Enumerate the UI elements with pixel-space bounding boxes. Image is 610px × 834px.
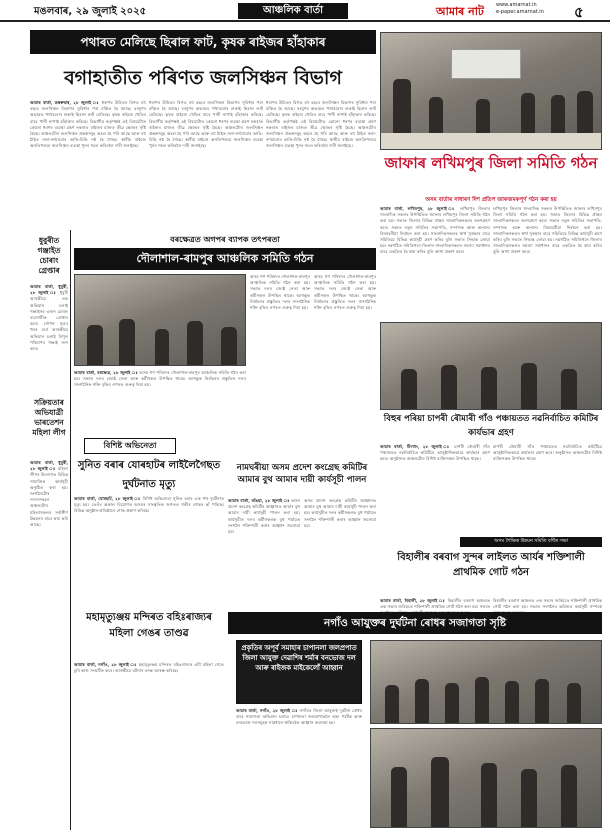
temple-body xyxy=(74,662,224,828)
meeting-photo xyxy=(380,32,602,150)
lead-text: ধৰাপৰ উমিতৰ বিগত বহু বছৰে জলসিঞ্চন বিভাগৰ সুবিধাৰ পৰা বঞ্চিত হৈ আছে। বৰষুণৰ অভাৱত পথাৰবোৰ শুকাই ছিৰাল ফাট মেলিছে। কৃষক ৰাইজে খেতিৰ বাবে পানী নাপাই হাঁহাকাৰ কৰিছে। বিভাগীয় কৰ্তৃপক্ষই এই বিষয়টোত কোনো ধৰণৰ ব্যৱস্থা গ্ৰহণ নকৰাত ৰাইজৰ মাজত তীব্ৰ ক্ষোভৰ সৃষ্টি হৈছে। অঞ্চলটোৰ জলসিঞ্চন প্ৰকল্পসমূহ অচল হৈ পৰি আছে আৰু বহু ঠাইত নলা-নৰ্দমাবোৰ ভাঙি-চিঙি নষ্ট হৈ গৈছে। স্থানীয় ৰাইজে অনতিপলমে জলসিঞ্চন ব্যৱস্থা পুনৰ সচল কৰিবলৈ দাবী জনাইছে। xyxy=(30,100,146,149)
nagaon-box xyxy=(236,640,362,704)
bihu-headline: বিহুৰ পৰিয়া চাপৰী ৰৌমাৰী গাঁও পঞ্চায়তত নৱনিৰ্বাচিত কমিটিৰ কাৰ্যভাৰ গ্ৰহণ xyxy=(383,414,599,438)
epaper-url: e-paper.amarnat.in xyxy=(496,9,544,15)
temple-text: মহামৃত্যুঞ্জয় মন্দিৰত বহিঃৰাজ্যৰ এটা মহিলা গেঙে চুৰি কাণ্ড সংঘটিত কৰে। আৰক্ষীয়ে ঘটনাৰ তদন্ত আৰম্ভ কৰিছে। xyxy=(74,662,224,674)
nagaon-byline: আমাৰ বাৰ্তা, নগাঁও, ২৮ জুলাই ঃ xyxy=(236,708,298,713)
sunit-body xyxy=(74,496,224,606)
congress-headline: নামঘৰীয়া অসম প্ৰদেশ কংগ্ৰেছ কমিটিৰ আমাৰ বুথ আমাৰ দায়ী কাৰ্যসূচী পালন xyxy=(236,463,368,485)
lead-kicker: পথাৰত মেলিছে ছিৰাল ফাট, কৃষক ৰাইজৰ হাঁহাকাৰ xyxy=(30,30,376,54)
congress-text-cont: অসম প্ৰদেশ কংগ্ৰেছ কমিটিৰ আহ্বানত আমাৰ বুথ আমাৰ দায়ী কাৰ্যসূচী পালন কৰা হয়। কাৰ্যসূচীত দলৰ কৰ্মীসকলক বুথ পৰ্যায়ত সংগঠন শক্তিশালী কৰাৰ আহ্বান জনোৱা হয়। xyxy=(304,498,376,528)
dolasal-text: অসম গণ পৰিষদৰ দৌলাশাল-ৰামপুৰ আঞ্চলিক সমিতি গঠন কৰা হয়। সভাত দলৰ জ্যেষ্ঠ নেতা আৰু কৰ্মীসকল উপস্থিত থাকে। আগন্তুক নিৰ্বাচনৰ প্ৰস্তুতিত দলৰ সাংগঠনিক শক্তি বৃদ্ধিৰ ওপৰত গুৰুত্ব দিয়া হয়। xyxy=(74,370,246,388)
dolasal-text-col1: অসম গণ পৰিষদৰ দৌলাশাল-ৰামপুৰ আঞ্চলিক সমিতি গঠন কৰা হয়। সভাত দলৰ জ্যেষ্ঠ নেতা আৰু কৰ্মীসকল উপস্থিত থাকে। আগন্তুক নিৰ্বাচনৰ প্ৰস্তুতিত দলৰ সাংগঠনিক শক্তি বৃদ্ধিৰ ওপৰত গুৰুত্ব দিয়া হয়। xyxy=(250,274,310,311)
jafar-text: লখিমপুৰ জিলাৰ সাংবাদিক সকলৰ উপস্থিতিত জাফাৰ লখিমপুৰ জিলা সমিতি গঠন কৰা হয়। সভাত জিলাৰ বিভিন্ন প্ৰান্তৰ সাংবাদিকসকলে অংশগ্ৰহণ কৰে। সভাত নতুন সমিতিৰ সভাপতি, সম্পাদক আৰু অন্যান্য বিষয়ববীয়া নিৰ্বাচন কৰা হয়। সাংবাদিকসকলৰ স্বাৰ্থ সুৰক্ষাৰ বাবে সমিতিয়ে বিভিন্ন কাৰ্যসূচী গ্ৰহণ কৰিব বুলি সভাত সিদ্ধান্ত লোৱা হয়। নৱগঠিত সমিতিখনে জিলাৰ সাংবাদিকসকলৰ সমস্যা সমাধানৰ বাবে একত্ৰিত হৈ কাম কৰিব বুলি আশা প্ৰকাশ কৰে। xyxy=(380,206,490,255)
bihali-headline: বিহালীৰ বৰবাগ সুন্দৰ লাইলত আৰ্যৰ শক্তিশালী প্ৰাথমিক গোট গঠন xyxy=(397,552,585,578)
nagaon-photo xyxy=(370,640,602,724)
nagaon-text: নগাঁওৰ জিলা আযুক্তই দুৰ্ঘটনা ৰোধৰ বাবে সজাগতা অভিযান চলায়। চাপানলা জলপ্ৰপাতলৈ অহা পৰ্যটক আৰু বনভোজ দলসমূহক সাৱধানে থাকিবলৈ আহ্বান জনোৱা হয়। xyxy=(236,708,362,726)
page-header xyxy=(0,0,610,22)
lead-body-col2 xyxy=(149,100,263,228)
dhubri-text: ধুবুৰী আৰক্ষীয়ে এক অভিযান চলাই গঞ্জাইসহ এজন চোৰাং ব্যৱসায়ীক গ্ৰেপ্তাৰ কৰে। গোপন সূত্ৰৰ খবৰ মৰ্মে আৰক্ষীয়ে অভিযান চলাই বিপুল পৰিমাণৰ গঞ্জাই জব্দ কৰে। xyxy=(30,290,68,352)
mahila-headline: সক্ৰিয়তাৰ অভিযাত্ৰী ভাৰতেশন মহিলা লীগ xyxy=(32,398,66,437)
website-info xyxy=(496,2,544,16)
nagaon-headline: নগাঁও আযুক্তৰ দুৰ্ঘটনা ৰোধৰ সজাগতা সৃষ্টি xyxy=(228,612,602,634)
dolasal-byline: আমাৰ বাৰ্তা, বৰক্ষেত্ৰ, ২৮ জুলাই ঃ xyxy=(74,370,138,375)
mahila-text: মহিলা লীগৰ উদ্যোগত বিভিন্ন সামাজিক কাৰ্যসূচী অনুষ্ঠিত কৰা হয়। সংগঠনটোৰ সদস্যসকলে অঞ্চলটোৰ মহিলাসকলৰ সৰ্বাঙ্গীণ উন্নয়নৰ বাবে কাম কৰি আছে। xyxy=(30,466,68,528)
sunit-kicker-box xyxy=(84,438,176,454)
table xyxy=(381,133,602,149)
bihali-byline: আমাৰ বাৰ্তা, বিহালী, ২৮ জুলাই ঃ xyxy=(380,598,446,603)
banner xyxy=(451,49,521,79)
sunit-headline: সুনিত বৰাৰ যোৰহাটৰ লাইলৈগৈছত দুৰ্ঘটনাত মৃত্যু xyxy=(77,460,221,490)
bihu-body-col2 xyxy=(493,444,602,534)
bihali-tag: অসম শৈক্ষিক উন্নয়ন সমিতি বৰ্ধিত সভা xyxy=(460,537,602,547)
dhubri-byline: আমাৰ বাৰ্তা, ধুবুৰী, ২৮ জুলাই ঃ xyxy=(30,284,68,296)
dolasal-body-col1 xyxy=(250,274,310,434)
jafar-body-col1 xyxy=(380,206,490,318)
bihali-text: বিহালীৰ বৰবাগ অঞ্চলত এক সভাৰ জৰিয়তে শক্তিশালী প্ৰাথমিক গোট গঠন কৰা হয়। সভাত xyxy=(380,598,490,610)
bihali-text-cont: বিহালীৰ বৰবাগ অঞ্চলত এক সভাৰ জৰিয়তে শক্তিশালী প্ৰাথমিক গোট গঠন কৰা হয়। সভাত সংগঠনৰ ভৱিষ্যত কাৰ্যসূচী সম্পৰ্কে xyxy=(493,598,602,610)
congress-body-col2 xyxy=(304,498,376,606)
mahila-body xyxy=(30,460,68,826)
page-number: ৫ xyxy=(574,3,584,21)
sunit-text: বিশিষ্ট অভিনেতা সুনিত বৰাৰ এক পথ দুৰ্ঘটনাত মৃত্যু হয়। তেওঁৰ অকাল বিয়োগত অসমৰ সাংস্কৃতিক জগতত গভীৰ শোকৰ ছাঁ পৰিছে। বিভিন্ন অনুষ্ঠান-প্ৰতিষ্ঠানে শোক প্ৰকাশ কৰিছে। xyxy=(74,496,224,514)
sunit-kicker: বিশিষ্ট অভিনেতা xyxy=(103,441,157,450)
sunit-byline: আমাৰ বাৰ্তা, যোৰহাট, ২৮ জুলাই ঃ xyxy=(74,496,141,501)
bihu-text-cont: চাপৰী ৰৌমাৰী গাঁও পঞ্চায়তত নৱনিৰ্বাচিত কমিটিয়ে আনুষ্ঠানিকভাৱে কাৰ্যভাৰ গ্ৰহণ কৰে। অনুষ্ঠানত অঞ্চলটোৰ বিশিষ্ট ব্যক্তিসকল উপস্থিত থাকে। xyxy=(493,444,602,462)
congress-text: অসম প্ৰদেশ কংগ্ৰেছ কমিটিৰ আহ্বানত আমাৰ বুথ আমাৰ দায়ী কাৰ্যসূচী পালন কৰা হয়। কাৰ্যসূচীত দলৰ কৰ্মীসকলক বুথ পৰ্যায়ত সংগঠন শক্তিশালী কৰাৰ আহ্বান জনোৱা হয়। xyxy=(228,498,300,535)
lead-body-col3 xyxy=(266,100,376,228)
dolasal-headline: দৌলাশাল-ৰামপুৰ আঞ্চলিক সমিতি গঠন xyxy=(74,248,376,270)
website-url: www.amarnat.in xyxy=(496,2,537,8)
dolasal-body-col2 xyxy=(314,274,376,434)
congress-byline: আমাৰ বাৰ্তা, ৰঙিয়া, ২৮ জুলাই ঃ xyxy=(228,498,290,503)
nagaon-box-text: প্ৰকৃতিৰ অপূৰ্ব সমাহাৰ চাপানলা জলপ্ৰপাত জিলা আযুক্ত দেৱাশিষ শৰ্মাৰ বনভোজ দল আৰু ৰাইজক মাইকেলোঁ আহ্বান xyxy=(241,644,357,672)
jafar-body-col2 xyxy=(493,206,602,318)
jafar-byline: আমাৰ বাৰ্তা, লখিমপুৰ, ২৮ জুলাই ঃ xyxy=(380,206,457,211)
lead-text-cont2: ধৰাপৰ উমিতৰ বিগত বহু বছৰে জলসিঞ্চন বিভাগৰ সুবিধাৰ পৰা বঞ্চিত হৈ আছে। বৰষুণৰ অভাৱত পথাৰবোৰ শুকাই ছিৰাল ফাট মেলিছে। কৃষক ৰাইজে খেতিৰ বাবে পানী নাপাই হাঁহাকাৰ কৰিছে। বিভাগীয় কৰ্তৃপক্ষই এই বিষয়টোত কোনো ধৰণৰ ব্যৱস্থা গ্ৰহণ নকৰাত ৰাইজৰ মাজত তীব্ৰ ক্ষোভৰ সৃষ্টি হৈছে। অঞ্চলটোৰ জলসিঞ্চন প্ৰকল্পসমূহ অচল হৈ পৰি আছে আৰু বহু ঠাইত নলা-নৰ্দমাবোৰ ভাঙি-চিঙি নষ্ট হৈ গৈছে। স্থানীয় ৰাইজে অনতিপলমে জলসিঞ্চন ব্যৱস্থা পুনৰ সচল কৰিবলৈ দাবী জনাইছে। xyxy=(266,100,376,149)
nagaon-photo-2 xyxy=(370,728,602,828)
dhubri-headline: ধুবুৰীত গঞ্জাইত চোৰাং গ্ৰেপ্তাৰ xyxy=(37,236,61,275)
dhubri-body xyxy=(30,284,68,394)
lead-body-col1 xyxy=(30,100,146,228)
panchayat-photo xyxy=(380,322,602,410)
dolasal-photo xyxy=(74,274,246,366)
lead-headline: বগাহাতীত পৰিণত জলসিঞ্চন বিভাগ xyxy=(64,67,342,89)
temple-byline: আমাৰ বাৰ্তা, নগাঁও, ২৮ জুলাই ঃ xyxy=(74,662,137,667)
nagaon-body xyxy=(236,708,362,828)
congress-body-col1 xyxy=(228,498,300,606)
column-rule xyxy=(70,230,71,830)
masthead-logo: আমাৰ নাট xyxy=(436,5,484,18)
jafar-text-cont: লখিমপুৰ জিলাৰ সাংবাদিক সকলৰ উপস্থিতিত জাফাৰ লখিমপুৰ জিলা সমিতি গঠন কৰা হয়। সভাত জিলাৰ বিভিন্ন প্ৰান্তৰ সাংবাদিকসকলে অংশগ্ৰহণ কৰে। সভাত নতুন সমিতিৰ সভাপতি, সম্পাদক আৰু অন্যান্য বিষয়ববীয়া নিৰ্বাচন কৰা হয়। সাংবাদিকসকলৰ স্বাৰ্থ সুৰক্ষাৰ বাবে সমিতিয়ে বিভিন্ন কাৰ্যসূচী গ্ৰহণ কৰিব বুলি সভাত সিদ্ধান্ত লোৱা হয়। নৱগঠিত সমিতিখনে জিলাৰ সাংবাদিকসকলৰ সমস্যা সমাধানৰ বাবে একত্ৰিত হৈ কাম কৰিব বুলি আশা প্ৰকাশ কৰে। xyxy=(493,206,602,255)
dolasal-text-col2: অসম গণ পৰিষদৰ দৌলাশাল-ৰামপুৰ আঞ্চলিক সমিতি গঠন কৰা হয়। সভাত দলৰ জ্যেষ্ঠ নেতা আৰু কৰ্মীসকল উপস্থিত থাকে। আগন্তুক নিৰ্বাচনৰ প্ৰস্তুতিত দলৰ সাংগঠনিক শক্তি বৃদ্ধিৰ ওপৰত গুৰুত্ব দিয়া হয়। xyxy=(314,274,376,311)
dolasal-kicker: বৰক্ষেত্ৰত অগপৰ ব্যাপক তৎপৰতা xyxy=(170,235,280,244)
dolasal-body-main xyxy=(74,370,246,434)
jafar-headline: জাফাৰ লখিমপুৰ জিলা সমিতি গঠন xyxy=(384,154,598,172)
lead-byline: আমাৰ বাৰ্তা, ডম্বৰুদ্বাৰ, ২৮ জুলাই ঃ xyxy=(30,100,100,105)
lead-text-cont: ধৰাপৰ উমিতৰ বিগত বহু বছৰে জলসিঞ্চন বিভাগৰ সুবিধাৰ পৰা বঞ্চিত হৈ আছে। বৰষুণৰ অভাৱত পথাৰবোৰ শুকাই ছিৰাল ফাট মেলিছে। কৃষক ৰাইজে খেতিৰ বাবে পানী নাপাই হাঁহাকাৰ কৰিছে। বিভাগীয় কৰ্তৃপক্ষই এই বিষয়টোত কোনো ধৰণৰ ব্যৱস্থা গ্ৰহণ নকৰাত ৰাইজৰ মাজত তীব্ৰ ক্ষোভৰ সৃষ্টি হৈছে। অঞ্চলটোৰ জলসিঞ্চন প্ৰকল্পসমূহ অচল হৈ পৰি আছে আৰু বহু ঠাইত নলা-নৰ্দমাবোৰ ভাঙি-চিঙি নষ্ট হৈ গৈছে। স্থানীয় ৰাইজে অনতিপলমে জলসিঞ্চন ব্যৱস্থা পুনৰ সচল কৰিবলৈ দাবী জনাইছে। xyxy=(149,100,263,149)
temple-headline: মহামৃত্যুঞ্জয় মন্দিৰত বহিঃৰাজ্যৰ মহিলা গেঙৰ তাণ্ডৱ xyxy=(86,612,212,639)
bihu-body-col1 xyxy=(380,444,490,534)
jafar-subhead: অসম বাৰ্তাৰ সাধাৰণ দিশ প্ৰতিপ জাকজমকপূৰ্ণ গঠন কৰা হয় xyxy=(425,197,557,203)
section-label: আঞ্চলিক বাৰ্তা xyxy=(238,3,348,19)
bihu-byline: আমাৰ বাৰ্তা, টিংখাং, ২৮ জুলাই ঃ xyxy=(380,444,452,449)
bihu-text: চাপৰী ৰৌমাৰী গাঁও পঞ্চায়তত নৱনিৰ্বাচিত কমিটিয়ে আনুষ্ঠানিকভাৱে কাৰ্যভাৰ গ্ৰহণ কৰে। অনুষ্ঠানত অঞ্চলটোৰ বিশিষ্ট ব্যক্তিসকল উপস্থিত থাকে। xyxy=(380,444,490,462)
mahila-byline: আমাৰ বাৰ্তা, ধুবুৰী, ২৮ জুলাই ঃ xyxy=(30,460,68,472)
issue-date: মঙলবাৰ, ২৯ জুলাই ২০২৫ xyxy=(34,6,147,17)
